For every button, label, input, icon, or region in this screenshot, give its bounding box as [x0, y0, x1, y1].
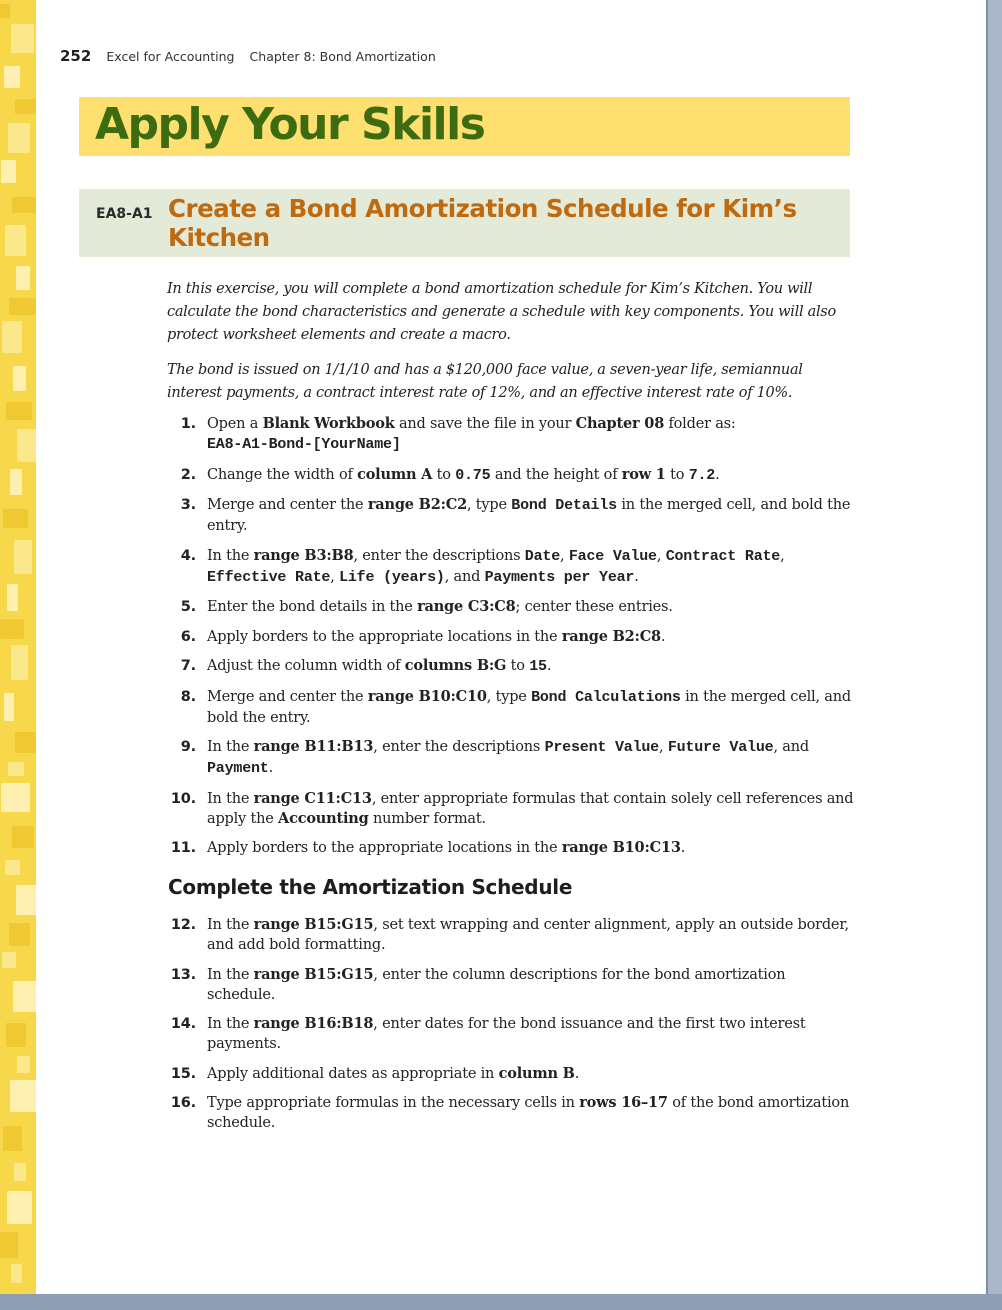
- step-number: 2.: [180, 466, 196, 483]
- decor-block: [9, 298, 36, 315]
- step-item: [167, 789, 857, 829]
- decorative-side-strip: [0, 0, 36, 1294]
- decor-block: [2, 952, 16, 968]
- decor-block: [10, 469, 22, 495]
- step-item: [167, 1093, 857, 1133]
- decor-block: [12, 826, 34, 848]
- step-text: in the merged cell, and bold the entry.: [207, 497, 851, 534]
- code-text: 7.2: [688, 466, 716, 484]
- step-text: Adjust the column width of: [207, 658, 405, 674]
- step-text: ,: [780, 547, 785, 564]
- decor-block: [5, 860, 20, 875]
- bold-term: range B15:G15: [253, 916, 374, 933]
- viewer-right-scroll-area[interactable]: [988, 0, 1002, 1310]
- bold-term: range B15:G15: [253, 965, 374, 983]
- decor-block: [0, 4, 10, 18]
- step-text: and save the file in your: [394, 416, 576, 432]
- code-text: Bond Calculations: [531, 688, 681, 706]
- step-text: , set text wrapping and center alignment, apply an outside border, and add bold formatting.: [207, 917, 849, 953]
- decor-block: [1, 160, 16, 183]
- step-text: , enter appropriate formulas that contain solely cell references and apply the: [207, 790, 854, 827]
- decor-block: [7, 584, 18, 611]
- code-text: Present Value: [544, 739, 659, 756]
- step-text: Enter the bond details in the: [207, 599, 418, 615]
- step-text: .: [574, 1065, 580, 1082]
- decor-block: [3, 1126, 22, 1151]
- steps-list: [167, 414, 857, 868]
- code-text: 0.75: [455, 466, 491, 484]
- bold-term: range B16:B18: [253, 1015, 374, 1032]
- step-text: , enter dates for the bond issuance and the first two interest payments.: [207, 1016, 806, 1052]
- step-text: folder as:: [664, 416, 736, 432]
- bold-term: range B10:C13: [561, 839, 681, 856]
- decor-block: [8, 123, 30, 153]
- step-number: 3.: [180, 497, 196, 513]
- code-text: Contract Rate: [665, 547, 781, 565]
- step-text: .: [268, 760, 274, 776]
- bold-term: column B: [498, 1064, 575, 1082]
- apply-skills-banner: [79, 97, 850, 156]
- bold-term: rows 16–17: [579, 1094, 668, 1111]
- step-item: [167, 1014, 857, 1054]
- step-number: 13.: [170, 966, 196, 983]
- bold-term: range B2:C8: [561, 627, 661, 645]
- decor-block: [0, 1232, 18, 1258]
- step-number: 12.: [170, 917, 196, 933]
- decor-block: [11, 645, 28, 680]
- step-number: 15.: [170, 1065, 196, 1082]
- step-item: [167, 627, 857, 647]
- bold-term: range B10:C10: [367, 687, 487, 705]
- step-text: to: [506, 658, 530, 674]
- bold-term: range C3:C8: [417, 598, 516, 615]
- decor-block: [5, 225, 26, 256]
- step-text: , type: [466, 497, 512, 513]
- decor-block: [6, 402, 32, 420]
- step-text: ,: [658, 739, 668, 755]
- decor-block: [4, 693, 14, 721]
- decor-block: [6, 1023, 26, 1047]
- bold-term: column A: [357, 465, 433, 483]
- step-item: [167, 414, 857, 455]
- chapter-title: Chapter 8: Bond Amortization: [249, 49, 436, 64]
- step-number: 8.: [180, 688, 196, 705]
- decor-block: [7, 1191, 32, 1224]
- step-text: , enter the descriptions: [373, 739, 545, 755]
- decor-block: [3, 509, 28, 528]
- decor-block: [12, 197, 36, 213]
- decor-block: [2, 321, 22, 353]
- step-item: [167, 597, 857, 617]
- viewer-bottom-bar: [0, 1294, 1002, 1310]
- step-text: Apply borders to the appropriate locations in the: [207, 840, 562, 856]
- step-text: number format.: [368, 810, 486, 827]
- code-text: Payments per Year: [484, 568, 635, 586]
- step-text: .: [546, 658, 552, 674]
- decor-block: [4, 66, 20, 88]
- step-item: [167, 656, 857, 677]
- step-text: .: [660, 628, 666, 645]
- bold-term: columns B:G: [404, 657, 507, 674]
- step-number: 7.: [180, 658, 196, 674]
- step-text: Type appropriate formulas in the necessary cells in: [207, 1095, 580, 1111]
- code-text: 15: [529, 658, 547, 675]
- step-item: [167, 546, 857, 588]
- intro-paragraph-1: In this exercise, you will complete a bond amortization schedule for Kim’s Kitchen. You will calculate the bond characteristics and generate a schedule with key components. You will also protect worksheet elements and create a macro.: [167, 281, 836, 343]
- step-text: .: [634, 568, 639, 585]
- decor-block: [13, 366, 26, 391]
- step-text: Apply additional dates as appropriate in: [207, 1065, 499, 1082]
- step-text: In the: [207, 917, 254, 933]
- bold-term: Accounting: [278, 809, 369, 827]
- step-item: [167, 1064, 857, 1084]
- code-text: Payment: [207, 760, 269, 777]
- decor-block: [17, 429, 36, 462]
- step-text: ,: [560, 547, 569, 564]
- decor-block: [16, 885, 36, 915]
- step-text: and the height of: [490, 466, 622, 483]
- step-number: 9.: [180, 739, 196, 755]
- step-item: [167, 965, 857, 1005]
- decor-block: [9, 923, 30, 946]
- step-item: [167, 737, 857, 779]
- step-text: of the bond amortization schedule.: [207, 1095, 850, 1131]
- step-text: Merge and center the: [207, 688, 368, 705]
- step-text: to: [432, 466, 456, 483]
- decor-block: [8, 762, 24, 776]
- decor-block: [14, 1163, 26, 1181]
- decor-block: [13, 981, 36, 1012]
- step-number: 5.: [180, 599, 196, 615]
- decor-block: [11, 24, 34, 53]
- code-text: Future Value: [667, 739, 774, 756]
- exercise-code: EA8-A1: [96, 206, 153, 222]
- step-text: in the merged cell, and bold the entry.: [207, 688, 851, 726]
- book-title: Excel for Accounting: [106, 49, 235, 64]
- decor-block: [17, 1056, 30, 1073]
- step-number: 10.: [170, 790, 196, 807]
- step-text: , and: [773, 739, 809, 755]
- decor-block: [14, 540, 32, 574]
- decor-block: [11, 1264, 22, 1283]
- step-text: ,: [330, 568, 340, 585]
- step-number: 11.: [170, 840, 196, 856]
- step-text: , enter the column descriptions for the bond amortization schedule.: [207, 966, 786, 1003]
- step-text: ,: [656, 547, 666, 564]
- bold-term: range B2:C2: [367, 496, 467, 513]
- step-number: 14.: [170, 1016, 196, 1032]
- step-text: In the: [207, 739, 254, 755]
- step-text: Change the width of: [207, 466, 358, 483]
- step-item: [167, 465, 857, 486]
- section-heading: Complete the Amortization Schedule: [168, 875, 573, 899]
- step-item: [167, 687, 857, 728]
- step-number: 16.: [170, 1095, 196, 1111]
- intro-paragraph-2: The bond is issued on 1/1/10 and has a $120,000 face value, a seven-year life, semiannual interest payments, a contract interest rate of 12%, and an effective interest rate of 10%.: [167, 362, 803, 401]
- step-item: [167, 915, 857, 955]
- step-text: .: [680, 840, 686, 856]
- step-text: to: [665, 466, 689, 483]
- decor-block: [15, 732, 36, 753]
- step-text: , and: [444, 568, 485, 585]
- bold-term: range C11:C13: [253, 789, 372, 807]
- step-text: In the: [207, 547, 254, 564]
- decor-block: [15, 99, 36, 114]
- decor-block: [16, 266, 30, 290]
- step-number: 4.: [180, 547, 196, 564]
- step-text: Apply borders to the appropriate locations in the: [207, 628, 562, 645]
- steps-list-2: [167, 915, 857, 1143]
- decor-block: [10, 1080, 36, 1112]
- code-text: Date: [524, 547, 561, 565]
- step-item: [167, 495, 857, 536]
- running-header: [60, 46, 436, 66]
- step-item: [167, 838, 857, 858]
- step-text: In the: [207, 790, 254, 807]
- code-text: Effective Rate: [207, 568, 331, 586]
- step-text: ; center these entries.: [515, 599, 673, 615]
- step-text: In the: [207, 1016, 254, 1032]
- step-number: 1.: [180, 416, 196, 432]
- code-text: EA8-A1-Bond-[YourName]: [207, 436, 401, 453]
- exercise-header: [79, 189, 850, 257]
- decor-block: [0, 619, 24, 639]
- bold-term: range B3:B8: [253, 546, 354, 564]
- page-number: 252: [60, 47, 92, 65]
- step-text: , type: [486, 688, 532, 705]
- code-text: Bond Details: [511, 497, 617, 514]
- decor-block: [1, 783, 30, 812]
- bold-term: range B11:B13: [253, 738, 374, 755]
- step-number: 6.: [180, 628, 196, 645]
- step-text: Open a: [207, 416, 263, 432]
- banner-title: Apply Your Skills: [95, 99, 485, 150]
- exercise-title: Create a Bond Amortization Schedule for Kim’s Kitchen: [168, 194, 797, 252]
- bold-term: Blank Workbook: [262, 415, 395, 432]
- bold-term: row 1: [621, 465, 666, 483]
- code-text: Face Value: [568, 547, 657, 565]
- step-text: In the: [207, 966, 254, 983]
- step-text: , enter the descriptions: [353, 547, 525, 564]
- step-text: .: [715, 466, 720, 483]
- bold-term: Chapter 08: [575, 415, 665, 432]
- code-text: Life (years): [339, 568, 445, 586]
- step-text: Merge and center the: [207, 497, 368, 513]
